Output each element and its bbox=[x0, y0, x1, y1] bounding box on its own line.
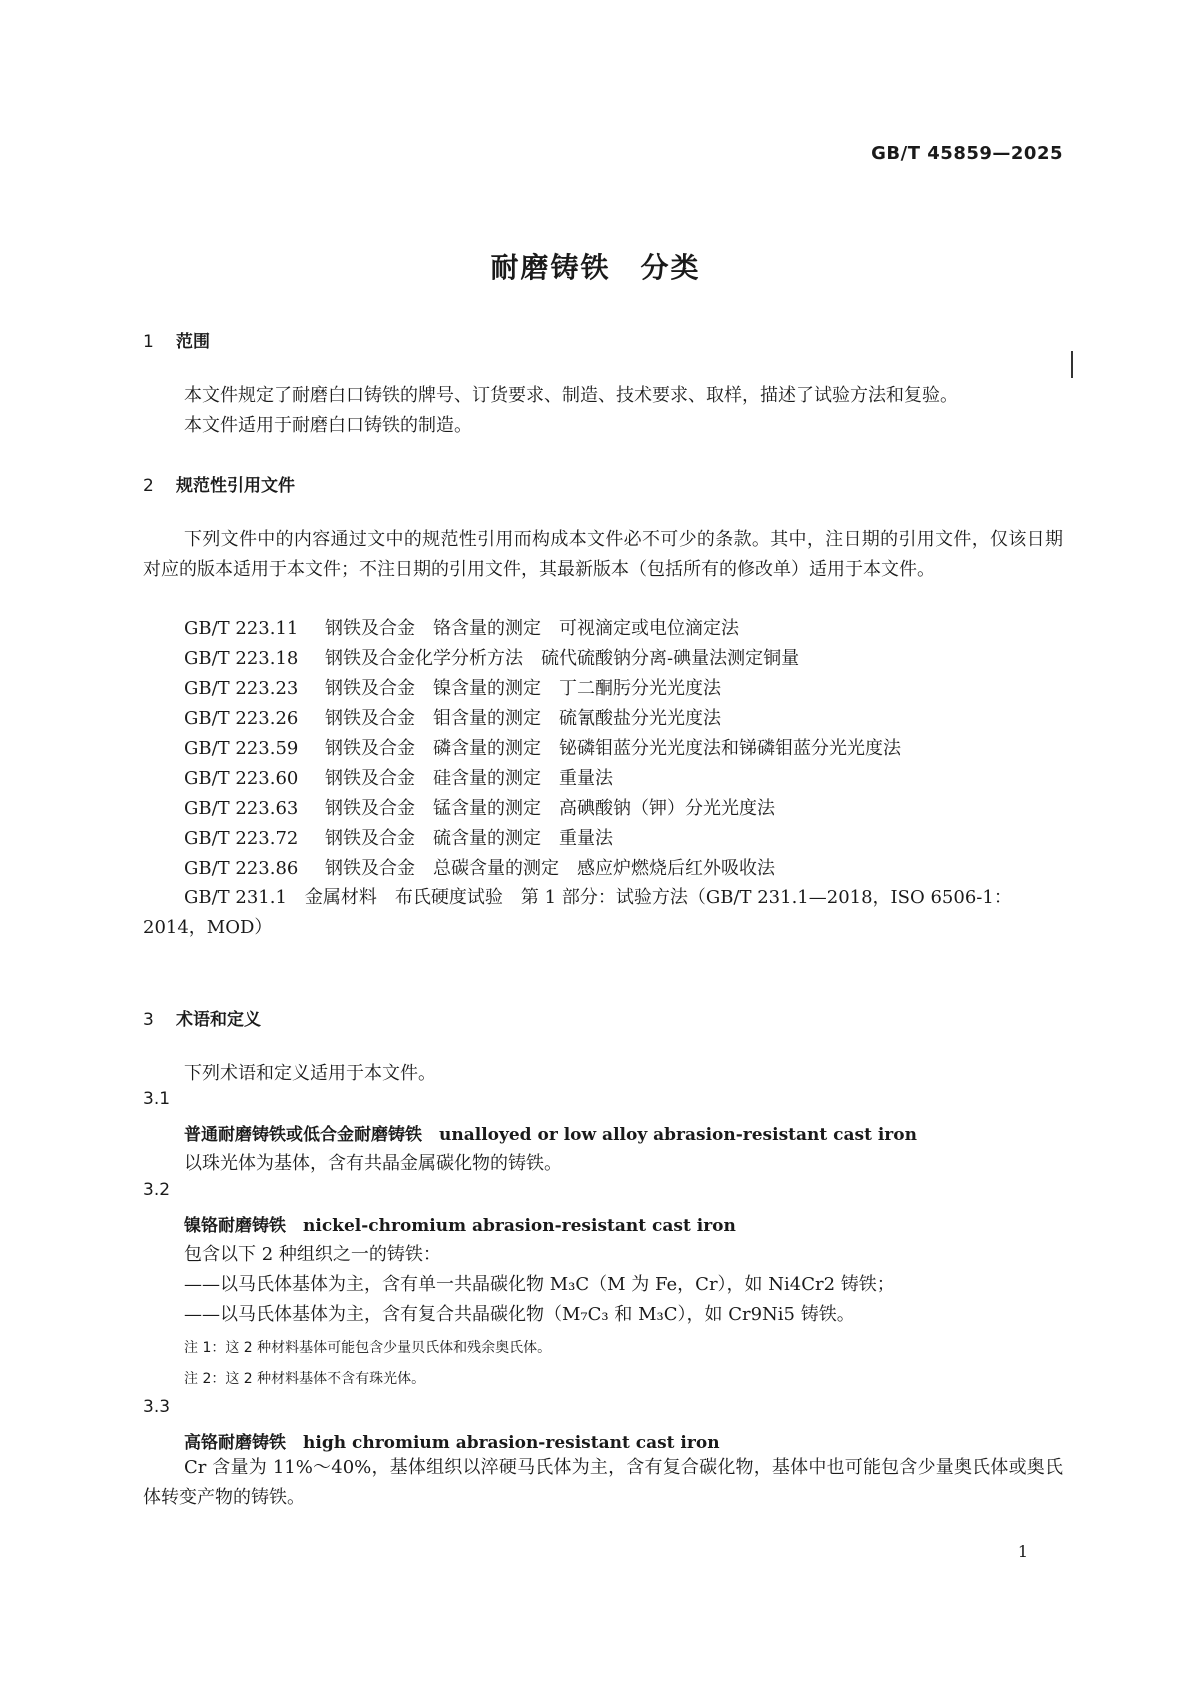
reference-item bbox=[184, 674, 721, 700]
scope-paragraph-2: 本文件适用于耐磨白口铸铁的制造。 bbox=[184, 415, 472, 436]
reference-title: 钢铁及合金 钼含量的测定 硫氰酸盐分光光度法 bbox=[325, 708, 721, 729]
section-number: 1 bbox=[143, 332, 154, 352]
reference-item bbox=[184, 644, 799, 670]
section-3-heading bbox=[143, 1005, 261, 1030]
reference-code: GB/T 223.26 bbox=[184, 708, 299, 729]
section-number: 2 bbox=[143, 476, 154, 496]
reference-item bbox=[184, 734, 901, 760]
term-entry bbox=[184, 1428, 720, 1453]
reference-title: 钢铁及合金化学分析方法 硫代硫酸钠分离-碘量法测定铜量 bbox=[325, 648, 800, 669]
term-chinese: 普通耐磨铸铁或低合金耐磨铸铁 bbox=[184, 1125, 422, 1145]
reference-code: GB/T 223.11 bbox=[184, 618, 299, 639]
revision-bar bbox=[1071, 351, 1073, 378]
term-english: nickel-chromium abrasion-resistant cast iron bbox=[303, 1216, 736, 1236]
section-title: 范围 bbox=[176, 332, 210, 352]
reference-item-last: GB/T 231.1 金属材料 布氏硬度试验 第 1 部分：试验方法（GB/T 231.1—2018，ISO 6506-1：2014，MOD） bbox=[143, 887, 1012, 938]
reference-title: 钢铁及合金 硫含量的测定 重量法 bbox=[325, 828, 613, 849]
term-chinese: 高铬耐磨铸铁 bbox=[184, 1433, 286, 1453]
definition-list-item: ——以马氏体基体为主，含有复合共晶碳化物（M₇C₃ 和 M₃C），如 Cr9Ni5 铸铁。 bbox=[184, 1304, 855, 1325]
reference-code: GB/T 223.63 bbox=[184, 798, 299, 819]
section-2-heading bbox=[143, 471, 295, 496]
standard-number: GB/T 45859—2025 bbox=[871, 143, 1063, 164]
reference-title: 钢铁及合金 硅含量的测定 重量法 bbox=[325, 768, 613, 789]
term-definition: 包含以下 2 种组织之一的铸铁： bbox=[184, 1244, 441, 1265]
terms-intro: 下列术语和定义适用于本文件。 bbox=[184, 1063, 436, 1084]
term-chinese: 镍铬耐磨铸铁 bbox=[184, 1216, 286, 1236]
reference-code: GB/T 223.72 bbox=[184, 828, 299, 849]
reference-title: 钢铁及合金 总碳含量的测定 感应炉燃烧后红外吸收法 bbox=[325, 858, 775, 879]
page-number: 1 bbox=[1017, 1542, 1028, 1561]
section-number: 3 bbox=[143, 1010, 154, 1030]
term-entry bbox=[184, 1211, 736, 1236]
reference-code: GB/T 223.23 bbox=[184, 678, 299, 699]
reference-item bbox=[184, 854, 775, 880]
term-number: 3.2 bbox=[143, 1180, 171, 1200]
term-definition: Cr 含量为 11%～40%，基体组织以淬硬马氏体为主，含有复合碳化物，基体中也可能包含少量奥氏体或奥氏体转变产物的铸铁。 bbox=[143, 1457, 1063, 1508]
reference-title: 钢铁及合金 镍含量的测定 丁二酮肟分光光度法 bbox=[325, 678, 721, 699]
reference-title: 钢铁及合金 铬含量的测定 可视滴定或电位滴定法 bbox=[325, 618, 739, 639]
reference-code: GB/T 223.59 bbox=[184, 738, 299, 759]
reference-title: 钢铁及合金 磷含量的测定 铋磷钼蓝分光光度法和锑磷钼蓝分光光度法 bbox=[325, 738, 901, 759]
definition-list-item: ——以马氏体基体为主，含有单一共晶碳化物 M₃C（M 为 Fe，Cr），如 Ni4Cr2 铸铁； bbox=[184, 1274, 895, 1295]
reference-item bbox=[184, 794, 775, 820]
term-entry bbox=[184, 1120, 917, 1145]
reference-item bbox=[184, 824, 613, 850]
reference-code: GB/T 223.60 bbox=[184, 768, 299, 789]
term-number: 3.3 bbox=[143, 1397, 171, 1417]
term-note: 注 1：这 2 种材料基体可能包含少量贝氏体和残余奥氏体。 bbox=[184, 1340, 552, 1356]
references-intro: 下列文件中的内容通过文中的规范性引用而构成本文件必不可少的条款。其中，注日期的引用文件，仅该日期对应的版本适用于本文件；不注日期的引用文件，其最新版本（包括所有的修改单）适用于本文件。 bbox=[143, 529, 1063, 580]
term-number: 3.1 bbox=[143, 1089, 171, 1109]
section-title: 术语和定义 bbox=[176, 1010, 261, 1030]
section-title: 规范性引用文件 bbox=[176, 476, 295, 496]
reference-item bbox=[184, 704, 721, 730]
reference-item bbox=[184, 764, 613, 790]
reference-item bbox=[184, 614, 739, 640]
reference-title: 钢铁及合金 锰含量的测定 高碘酸钠（钾）分光光度法 bbox=[325, 798, 775, 819]
document-title: 耐磨铸铁 分类 bbox=[490, 251, 701, 284]
reference-code: GB/T 223.18 bbox=[184, 648, 299, 669]
section-1-heading bbox=[143, 327, 210, 352]
term-definition: 以珠光体为基体，含有共晶金属碳化物的铸铁。 bbox=[184, 1153, 562, 1174]
term-note: 注 2：这 2 种材料基体不含有珠光体。 bbox=[184, 1371, 426, 1387]
scope-paragraph-1: 本文件规定了耐磨白口铸铁的牌号、订货要求、制造、技术要求、取样，描述了试验方法和复验。 bbox=[184, 385, 958, 406]
term-english: high chromium abrasion-resistant cast iron bbox=[303, 1433, 720, 1453]
term-english: unalloyed or low alloy abrasion-resistant cast iron bbox=[439, 1125, 917, 1145]
reference-code: GB/T 223.86 bbox=[184, 858, 299, 879]
